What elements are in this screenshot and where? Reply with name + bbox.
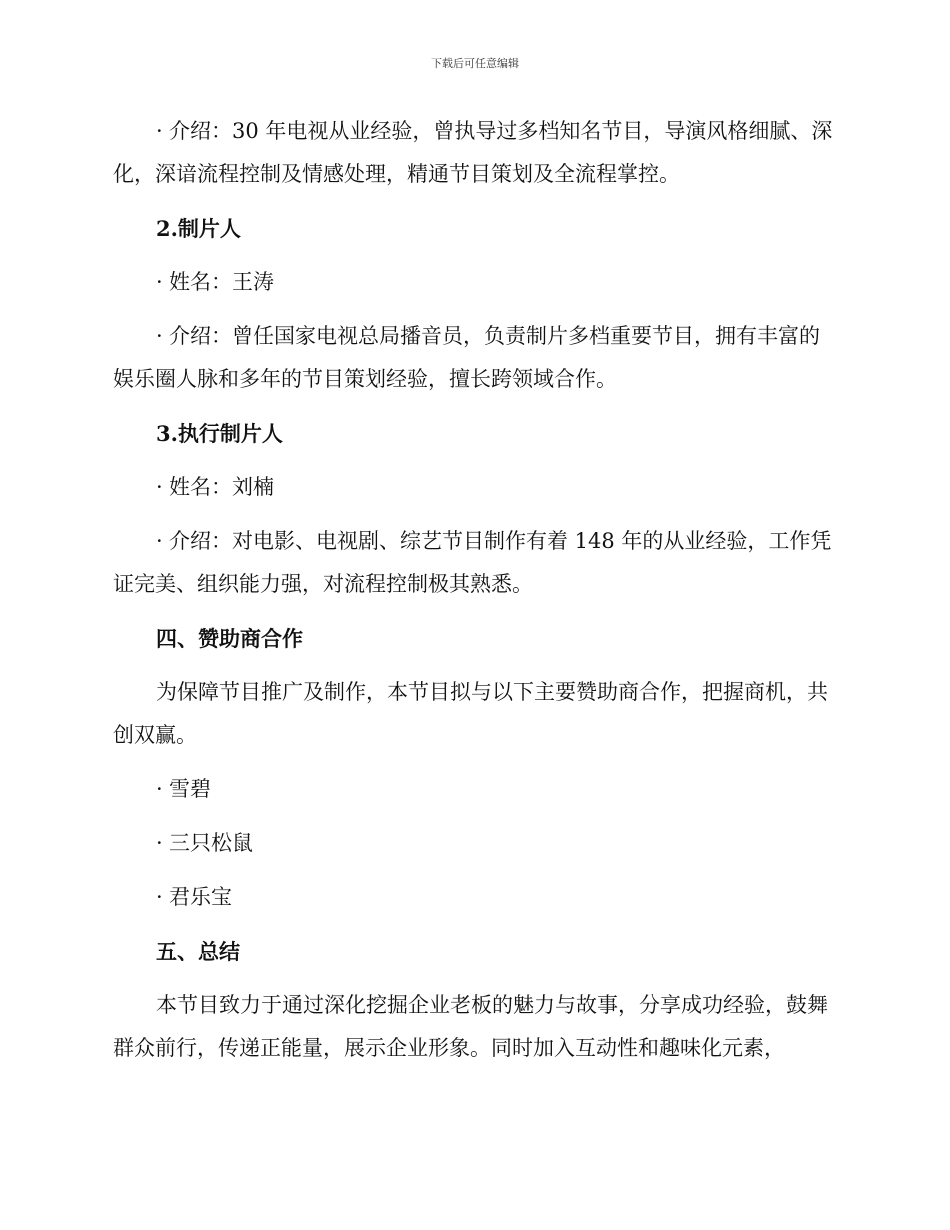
executive-producer-heading: 3.执行制片人 (156, 421, 283, 446)
director-intro (113, 110, 840, 196)
page-header: 下载后可任意编辑 (431, 57, 519, 70)
bullet: · (156, 777, 163, 801)
producer-heading: 2.制片人 (156, 216, 241, 241)
summary-text: 本节目致力于通过深化挖掘企业老板的魅力与故事，分享成功经验，鼓舞群众前行，传递正能量，展示企业形象。同时加入互动性和趣味化元素， (113, 993, 828, 1060)
summary-heading: 五、总结 (156, 939, 240, 964)
sponsors-intro: 为保障节目推广及制作，本节目拟与以下主要赞助商合作，把握商机，共创双赢。 (113, 680, 828, 747)
executive-producer-intro-text: 介绍：对电影、电视剧、综艺节目制作有着 148 年的从业经验，工作凭证完美、组织能力强，对流程控制极其熟悉。 (113, 529, 832, 596)
producer-intro (113, 315, 840, 401)
executive-producer-name (113, 466, 840, 509)
sponsor-item (113, 876, 840, 919)
bullet: · (156, 475, 163, 499)
executive-producer-name-text: 姓名：刘楠 (169, 475, 274, 499)
sponsor-item (113, 822, 840, 865)
sponsor-item-text: 雪碧 (169, 777, 211, 801)
document-body (113, 110, 840, 1081)
bullet: · (156, 529, 163, 553)
sponsor-item-text: 三只松鼠 (169, 831, 253, 855)
bullet: · (156, 270, 163, 294)
sponsor-item-text: 君乐宝 (169, 885, 232, 909)
bullet: · (156, 324, 163, 348)
bullet: · (156, 831, 163, 855)
sponsor-item (113, 768, 840, 811)
director-intro-text: 介绍：30 年电视从业经验，曾执导过多档知名节目，导演风格细腻、深化，深谙流程控制及情感处理，精通节目策划及全流程掌控。 (113, 119, 833, 186)
executive-producer-intro (113, 520, 840, 606)
sponsors-heading: 四、赞助商合作 (156, 626, 303, 651)
producer-intro-text: 介绍：曾任国家电视总局播音员，负责制片多档重要节目，拥有丰富的娱乐圈人脉和多年的节目策划经验，擅长跨领域合作。 (113, 324, 820, 391)
producer-name (113, 261, 840, 304)
producer-name-text: 姓名：王涛 (169, 270, 274, 294)
bullet: · (156, 885, 163, 909)
bullet: · (156, 119, 163, 143)
